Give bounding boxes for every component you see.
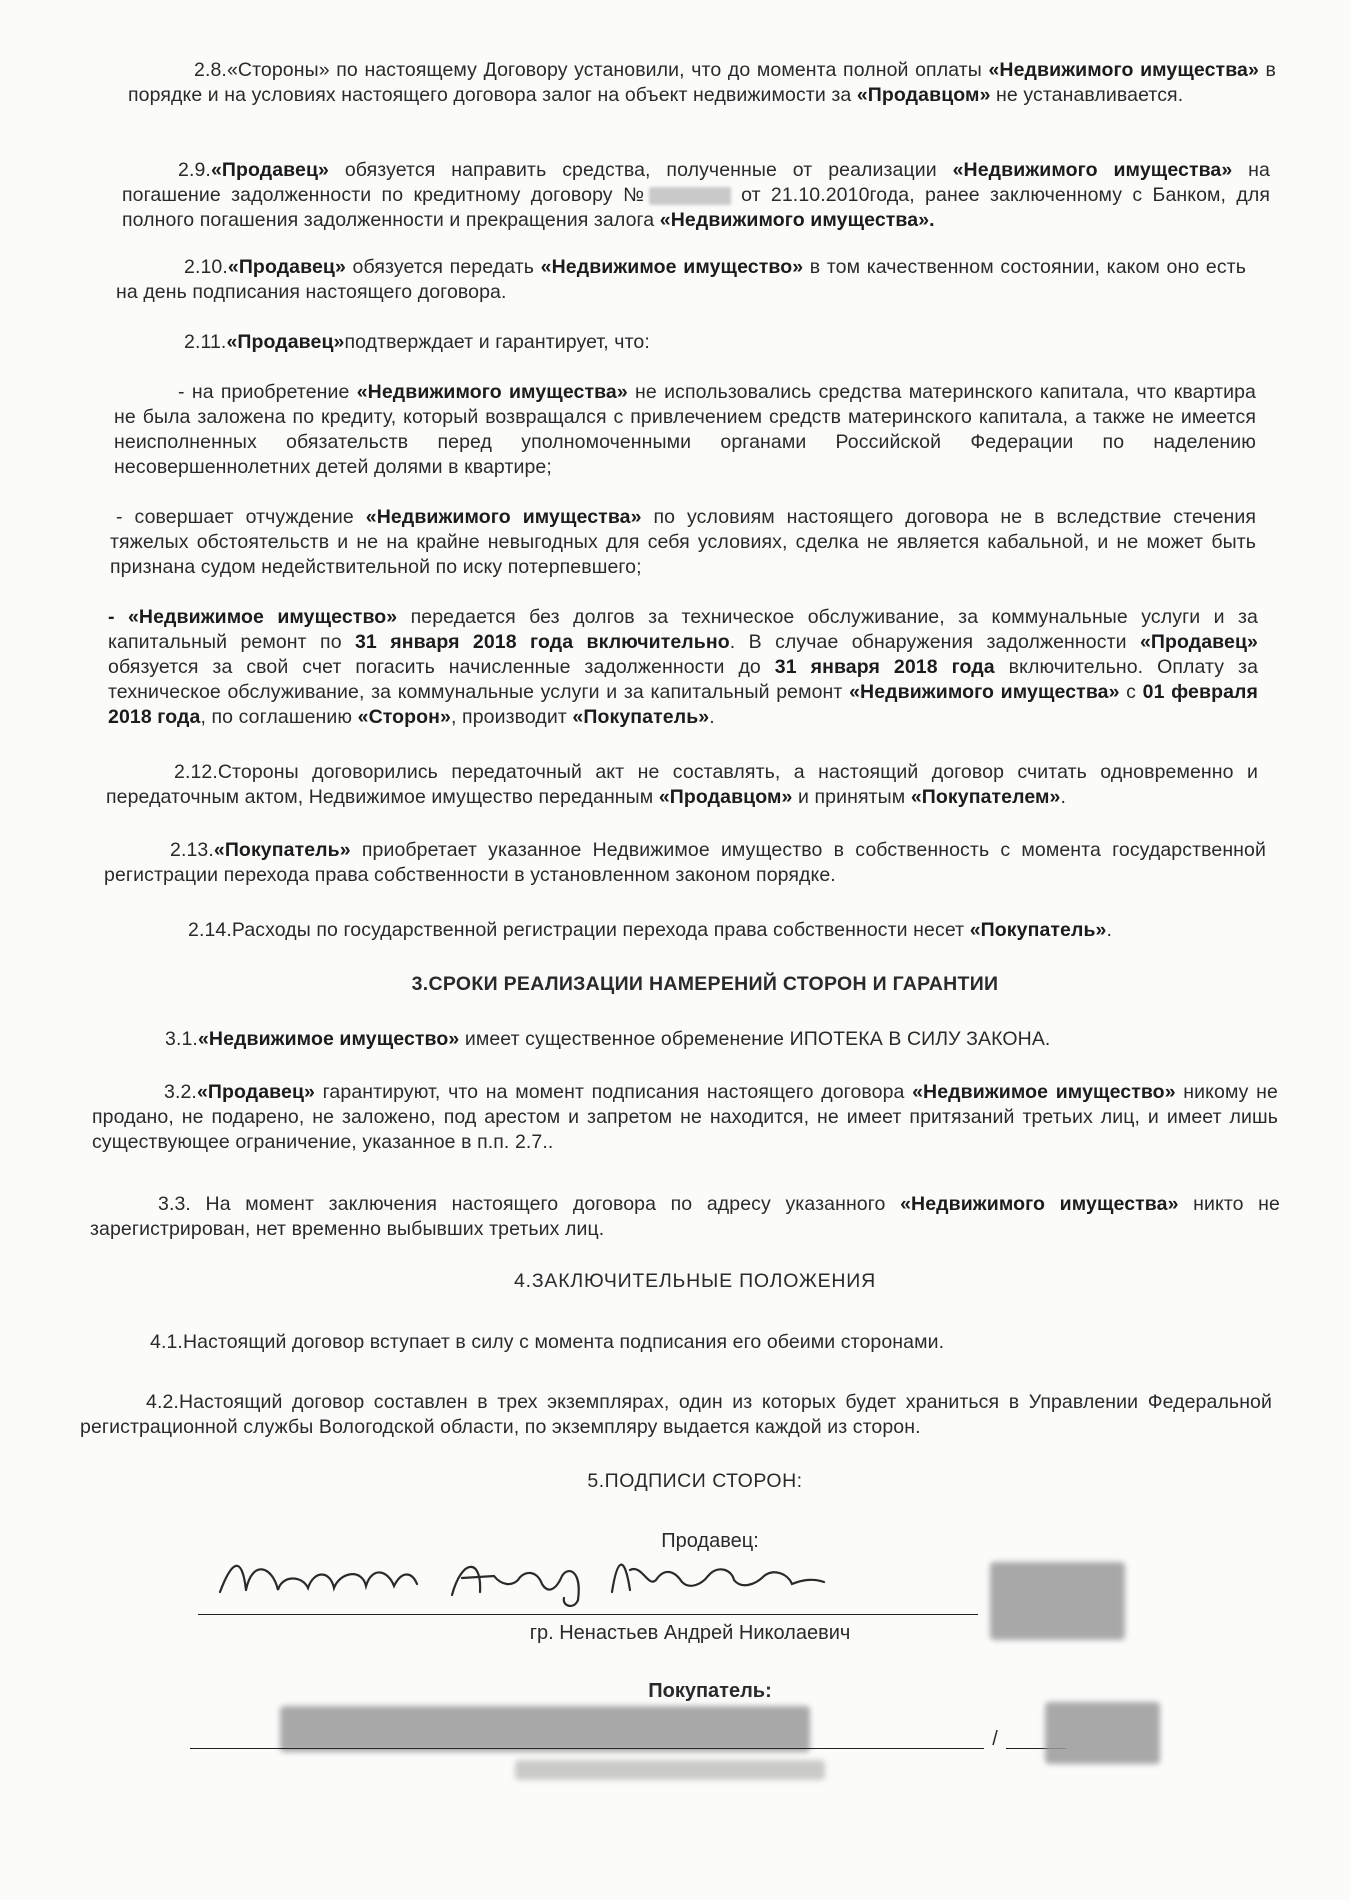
buyer-signature-line (190, 1748, 984, 1749)
seller-label: Продавец: (661, 1530, 759, 1552)
seller-name: гр. Ненастьев Андрей Николаевич (529, 1622, 851, 1644)
paragraph-2-14: 2.14.Расходы по государственной регистрации перехода права собственности несет «Покупатель». (188, 919, 1113, 941)
seller-signature-redacted (990, 1562, 1125, 1640)
seller-signature-line (198, 1614, 978, 1615)
paragraph-4-1: 4.1.Настоящий договор вступает в силу с момента подписания его обеими сторонами. (150, 1331, 945, 1353)
paragraph-2-11-a: - на приобретение «Недвижимого имущества» не использовались средства материнского капитала, что квартира не была заложена по кредиту, который возвращался с привлечением средств материнского капитала, а также не имеется неисполненных обязательств перед уполномоченными органами Российской Федерации по наделению несовершеннолетних детей долями в квартире; (114, 381, 1256, 478)
section-heading-3: 3.СРОКИ РЕАЛИЗАЦИИ НАМЕРЕНИЙ СТОРОН И ГАРАНТИИ (411, 973, 999, 995)
paragraph-2-11-c: - «Недвижимое имущество» передается без долгов за техническое обслуживание, за коммунальные услуги и за капитальный ремонт по 31 января 2018 года включительно. В случае обнаружения задолженности «Продавец» обязуется за свой счет погасить начисленные задолженности до 31 января 2018 года включительно. Оплату за техническое обслуживание, за коммунальные услуги и за капитальный ремонт «Недвижимого имущества» с 01 февраля 2018 года, по соглашению «Сторон», производит «Покупатель». (108, 606, 1259, 728)
paragraph-2-11-b: - совершает отчуждение «Недвижимого имущества» по условиям настоящего договора не в вследствие стечения тяжелых обстоятельств и не на крайне невыгодных для себя условиях, сделка не является кабальной, и не может быть признана судом недействительной по иску потерпевшего; (110, 506, 1256, 578)
signature-scribble (212, 1540, 882, 1610)
paragraph-2-13: 2.13.«Покупатель» приобретает указанное Недвижимое имущество в собственность с момента государственной регистрации перехода права собственности в установленном законом порядке. (104, 839, 1266, 886)
redacted-contract-number (649, 187, 731, 205)
paragraph-3-2: 3.2.«Продавец» гарантируют, что на момент подписания настоящего договора «Недвижимое имущество» никому не продано, не подарено, не заложено, под арестом и запретом не находится, не имеет притязаний третьих лиц, и имеет лишь существующее ограничение, указанное в п.п. 2.7.. (92, 1081, 1278, 1153)
paragraph-2-12: 2.12.Стороны договорились передаточный акт не составлять, а настоящий договор считать одновременно и передаточным актом, Недвижимое имущество переданным «Продавцом» и принятым «Покупателем». (106, 761, 1258, 808)
buyer-name-redacted (515, 1760, 825, 1780)
buyer-signature-mark-redacted (1045, 1702, 1160, 1764)
section-heading-4: 4.ЗАКЛЮЧИТЕЛЬНЫЕ ПОЛОЖЕНИЯ (513, 1270, 877, 1292)
buyer-handwritten-signature-redacted (280, 1706, 810, 1752)
paragraph-3-1: 3.1.«Недвижимое имущество» имеет существенное обременение ИПОТЕКА В СИЛУ ЗАКОНА. (165, 1028, 1051, 1050)
signature-separator: / (992, 1728, 998, 1750)
paragraph-2-11: 2.11.«Продавец»подтверждает и гарантирует, что: (184, 331, 650, 353)
paragraph-3-3: 3.3. На момент заключения настоящего договора по адресу указанного «Недвижимого имущества» никто не зарегистрирован, нет временно выбывших третьих лиц. (90, 1193, 1280, 1240)
section-heading-5: 5.ПОДПИСИ СТОРОН: (587, 1470, 803, 1492)
seller-handwritten-signature (212, 1540, 882, 1610)
paragraph-2-9: 2.9.«Продавец» обязуется направить средства, полученные от реализации «Недвижимого имущества» на погашение задолженности по кредитному договору № от 21.10.2010года, ранее заключенному с Банком, для полного погашения задолженности и прекращения залога «Недвижимого имущества». (122, 159, 1270, 231)
paragraph-4-2: 4.2.Настоящий договор составлен в трех экземплярах, один из которых будет храниться в Управлении Федеральной регистрационной службы Вологодской области, по экземпляру выдается каждой из сторон. (80, 1391, 1272, 1438)
paragraph-2-10: 2.10.«Продавец» обязуется передать «Недвижимое имущество» в том качественном состоянии, каком оно есть на день подписания настоящего договора. (116, 256, 1247, 303)
buyer-label: Покупатель: (648, 1680, 772, 1702)
paragraph-2-8: 2.8.«Стороны» по настоящему Договору установили, что до момента полной оплаты «Недвижимого имущества» в порядке и на условиях настоящего договора залог на объект недвижимости за «Продавцом» не устанавливается. (128, 59, 1277, 106)
